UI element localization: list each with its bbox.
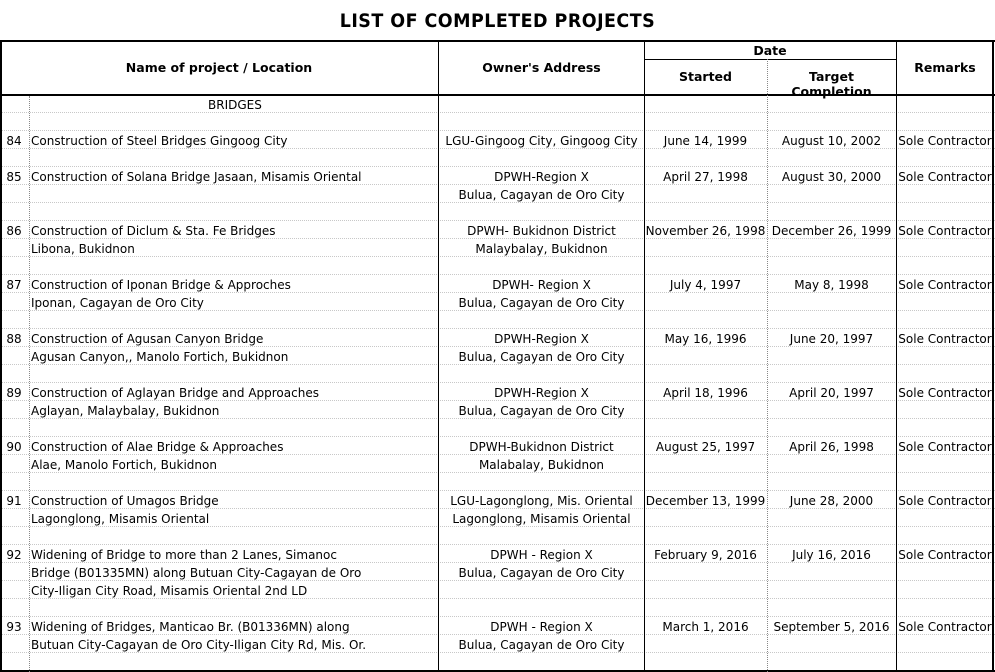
grid-line — [0, 544, 995, 545]
project-name-line: Libona, Bukidnon — [31, 242, 135, 256]
page-title: LIST OF COMPLETED PROJECTS — [339, 10, 656, 32]
grid-line — [0, 346, 995, 347]
owner-address-line: Bulua, Cagayan de Oro City — [458, 638, 625, 652]
project-number: 89 — [6, 386, 22, 400]
date-started: February 9, 2016 — [654, 548, 757, 562]
grid-line — [0, 652, 995, 653]
date-target-completion: June 28, 2000 — [789, 494, 874, 508]
date-divider — [645, 59, 896, 60]
project-number: 93 — [6, 620, 22, 634]
remarks: Sole Contractor — [898, 548, 992, 562]
date-started: April 27, 1998 — [663, 170, 748, 184]
projects-table — [0, 40, 995, 672]
date-target-completion: June 20, 1997 — [789, 332, 874, 346]
grid-line — [0, 454, 995, 455]
grid-line — [0, 184, 995, 185]
grid-line — [0, 202, 995, 203]
date-started: April 18, 1996 — [663, 386, 748, 400]
project-name-line: Construction of Iponan Bridge & Approches — [31, 278, 291, 292]
project-number: 88 — [6, 332, 22, 346]
date-target-completion: April 26, 1998 — [789, 440, 874, 454]
owner-address-line: DPWH - Region X — [490, 548, 593, 562]
date-target-completion: April 20, 1997 — [789, 386, 874, 400]
owner-address-line: Bulua, Cagayan de Oro City — [458, 350, 625, 364]
project-name-line: Construction of Agusan Canyon Bridge — [31, 332, 264, 346]
project-name-line: Alae, Manolo Fortich, Bukidnon — [31, 458, 217, 472]
date-started: November 26, 1998 — [645, 224, 766, 238]
project-number: 90 — [6, 440, 22, 454]
date-target-completion: July 16, 2016 — [792, 548, 871, 562]
header-date: Date — [753, 43, 787, 58]
owner-address-line: Bulua, Cagayan de Oro City — [458, 296, 625, 310]
grid-line — [0, 238, 995, 239]
grid-line — [0, 40, 995, 42]
date-started: July 4, 1997 — [669, 278, 742, 292]
grid-line — [0, 526, 995, 527]
header-name: Name of project / Location — [125, 60, 313, 75]
grid-line — [0, 310, 995, 311]
grid-line — [0, 94, 995, 96]
owner-address-line: DPWH-Region X — [494, 386, 589, 400]
owner-address-line: Malabalay, Bukidnon — [478, 458, 605, 472]
owner-address-line: DPWH-Bukidnon District — [469, 440, 614, 454]
project-name-line: Construction of Solana Bridge Jasaan, Misamis Oriental — [31, 170, 362, 184]
date-started: March 1, 2016 — [662, 620, 749, 634]
grid-line — [0, 364, 995, 365]
owner-address-line: Bulua, Cagayan de Oro City — [458, 188, 625, 202]
project-name-line: Construction of Diclum & Sta. Fe Bridges — [31, 224, 276, 238]
remarks: Sole Contractor — [898, 224, 992, 238]
project-number: 84 — [6, 134, 22, 148]
grid-line — [0, 292, 995, 293]
remarks: Sole Contractor — [898, 170, 992, 184]
remarks: Sole Contractor — [898, 620, 992, 634]
date-target-completion: May 8, 1998 — [794, 278, 869, 292]
owner-address-line: DPWH-Region X — [494, 332, 589, 346]
owner-address-line: DPWH-Region X — [494, 170, 589, 184]
grid-line — [0, 382, 995, 383]
remarks: Sole Contractor — [898, 440, 992, 454]
date-target-completion: September 5, 2016 — [773, 620, 890, 634]
column-line — [0, 40, 2, 672]
grid-line — [0, 562, 995, 563]
remarks: Sole Contractor — [898, 386, 992, 400]
project-number: 92 — [6, 548, 22, 562]
project-name-line: Construction of Umagos Bridge — [31, 494, 219, 508]
column-line — [992, 40, 994, 672]
grid-line — [0, 580, 995, 581]
remarks: Sole Contractor — [898, 278, 992, 292]
date-started: August 25, 1997 — [655, 440, 756, 454]
grid-line — [0, 634, 995, 635]
owner-address-line: Malaybalay, Bukidnon — [475, 242, 608, 256]
grid-line — [0, 166, 995, 167]
grid-line — [0, 490, 995, 491]
project-number: 86 — [6, 224, 22, 238]
date-started: May 16, 1996 — [664, 332, 747, 346]
owner-address-line: DPWH- Region X — [492, 278, 591, 292]
project-name-line: Lagonglong, Misamis Oriental — [31, 512, 210, 526]
grid-line — [0, 418, 995, 419]
project-name-line: Bridge (B01335MN) along Butuan City-Cagayan de Oro — [31, 566, 362, 580]
project-name-line: Construction of Alae Bridge & Approaches — [31, 440, 284, 454]
grid-line — [0, 130, 995, 131]
owner-address-line: LGU-Gingoog City, Gingoog City — [445, 134, 638, 148]
grid-line — [0, 436, 995, 437]
remarks: Sole Contractor — [898, 332, 992, 346]
grid-line — [0, 616, 995, 617]
project-name-line: Widening of Bridges, Manticao Br. (B01336MN) along — [31, 620, 350, 634]
owner-address-line: LGU-Lagonglong, Mis. Oriental — [450, 494, 633, 508]
project-name-line: City-Iligan City Road, Misamis Oriental 2nd LD — [31, 584, 308, 598]
header-owner: Owner's Address — [482, 60, 601, 75]
project-name-line: Agusan Canyon,, Manolo Fortich, Bukidnon — [31, 350, 289, 364]
owner-address-line: DPWH- Bukidnon District — [467, 224, 616, 238]
column-line — [767, 59, 768, 672]
grid-line — [0, 598, 995, 599]
owner-address-line: DPWH - Region X — [490, 620, 593, 634]
project-number: 87 — [6, 278, 22, 292]
owner-address-line: Bulua, Cagayan de Oro City — [458, 404, 625, 418]
grid-line — [0, 508, 995, 509]
grid-line — [0, 274, 995, 275]
section-label: BRIDGES — [208, 98, 262, 112]
project-number: 91 — [6, 494, 22, 508]
grid-line — [0, 112, 995, 113]
grid-line — [0, 256, 995, 257]
remarks: Sole Contractor — [898, 134, 992, 148]
grid-line — [0, 400, 995, 401]
date-target-completion: December 26, 1999 — [771, 224, 892, 238]
project-name-line: Construction of Steel Bridges Gingoog City — [31, 134, 288, 148]
project-name-line: Construction of Aglayan Bridge and Approaches — [31, 386, 319, 400]
project-name-line: Butuan City-Cagayan de Oro City-Iligan City Rd, Mis. Or. — [31, 638, 367, 652]
grid-line — [0, 148, 995, 149]
column-line — [644, 40, 645, 672]
date-started: December 13, 1999 — [645, 494, 766, 508]
remarks: Sole Contractor — [898, 494, 992, 508]
column-line — [438, 40, 439, 672]
date-target-completion: August 30, 2000 — [781, 170, 882, 184]
grid-line — [0, 472, 995, 473]
date-started: June 14, 1999 — [663, 134, 748, 148]
project-name-line: Widening of Bridge to more than 2 Lanes, Simanoc — [31, 548, 337, 562]
project-name-line: Aglayan, Malaybalay, Bukidnon — [31, 404, 220, 418]
grid-line — [0, 328, 995, 329]
owner-address-line: Lagonglong, Misamis Oriental — [452, 512, 631, 526]
header-started: Started — [679, 69, 732, 84]
project-number: 85 — [6, 170, 22, 184]
date-target-completion: August 10, 2002 — [781, 134, 882, 148]
column-line — [896, 40, 897, 672]
project-name-line: Iponan, Cagayan de Oro City — [31, 296, 204, 310]
header-remarks: Remarks — [914, 60, 976, 75]
column-line — [29, 96, 30, 672]
owner-address-line: Bulua, Cagayan de Oro City — [458, 566, 625, 580]
header-target: Target Completion — [791, 69, 872, 99]
grid-line — [0, 220, 995, 221]
